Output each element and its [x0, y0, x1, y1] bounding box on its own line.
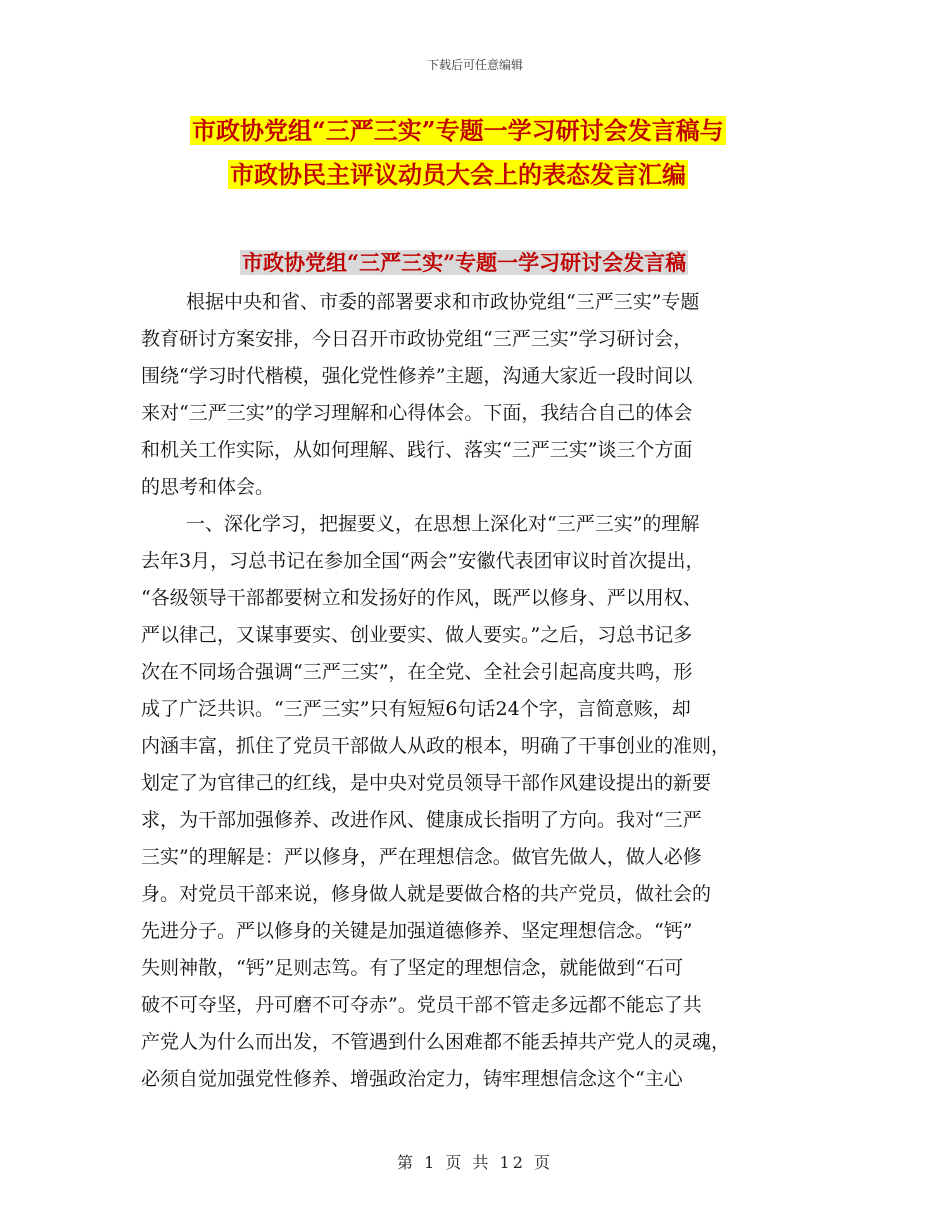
body-line: 三实”的理解是：严以修身，严在理想信念。做官先做人，做人必修: [141, 846, 702, 868]
body-line: 一、深化学习，把握要义，在思想上深化对“三严三实”的理解: [186, 513, 700, 535]
body-line: 教育研讨方案安排，今日召开市政协党组“三严三实”学习研讨会，: [141, 328, 693, 350]
body-line: 产党人为什么而出发，不管遇到什么困难都不能丢掉共产党人的灵魂，: [141, 1031, 731, 1053]
main-title-text-2: 市政协民主评议动员大会上的表态发言汇编: [230, 160, 686, 189]
body-line: 先进分子。严以修身的关键是加强道德修养、坚定理想信念。“钙”: [141, 920, 693, 942]
body-line: 围绕“学习时代楷模，强化党性修养”主题，沟通大家近一段时间以: [141, 365, 693, 387]
body-line: 和机关工作实际，从如何理解、践行、落实“三严三实”谈三个方面: [141, 439, 693, 461]
header-note: 下载后可任意编辑: [426, 58, 523, 72]
body-line: 内涵丰富，抓住了党员干部做人从政的根本，明确了干事创业的准则，: [141, 735, 731, 757]
section-title: [240, 248, 688, 278]
body-line: 根据中央和省、市委的部署要求和市政协党组“三严三实”专题: [186, 291, 700, 313]
body-line: 去年3月，习总书记在参加全国“两会”安徽代表团审议时首次提出，: [141, 550, 705, 572]
body-line: 来对“三严三实”的学习理解和心得体会。下面，我结合自己的体会: [141, 402, 693, 424]
body-line: 的思考和体会。: [141, 476, 275, 498]
body-line: 次在不同场合强调“三严三实”，在全党、全社会引起高度共鸣，形: [141, 661, 693, 683]
main-title-line-1: [190, 114, 810, 148]
main-title-line-2: [228, 158, 848, 192]
body-line: “各级领导干部都要树立和发扬好的作风，既严以修身、严以用权、: [141, 587, 702, 609]
body-line: 必须自觉加强党性修养、增强政治定力，铸牢理想信念这个“主心: [141, 1068, 683, 1090]
body-line: 严以律己，又谋事要实、创业要实、做人要实。”之后，习总书记多: [141, 624, 693, 646]
body-line: 身。对党员干部来说，修身做人就是要做合格的共产党员，做社会的: [141, 883, 712, 905]
section-title-text: 市政协党组“三严三实”专题一学习研讨会发言稿: [242, 250, 687, 275]
main-title-text-1: 市政协党组“三严三实”专题一学习研讨会发言稿与: [192, 116, 724, 145]
body-line: 求，为干部加强修养、改进作风、健康成长指明了方向。我对“三严: [141, 809, 702, 831]
body-text: [141, 284, 821, 1098]
page-footer: 第 1 页 共 12 页: [397, 1153, 553, 1172]
body-line: 破不可夺坚，丹可磨不可夺赤”。党员干部不管走多远都不能忘了共: [141, 994, 702, 1016]
body-line: 成了广泛共识。“三严三实”只有短短6句话24个字，言简意赅，却: [141, 698, 691, 720]
body-line: 划定了为官律己的红线，是中央对党员领导干部作风建设提出的新要: [141, 772, 712, 794]
body-line: 失则神散，“钙”足则志笃。有了坚定的理想信念，就能做到“石可: [141, 957, 684, 979]
